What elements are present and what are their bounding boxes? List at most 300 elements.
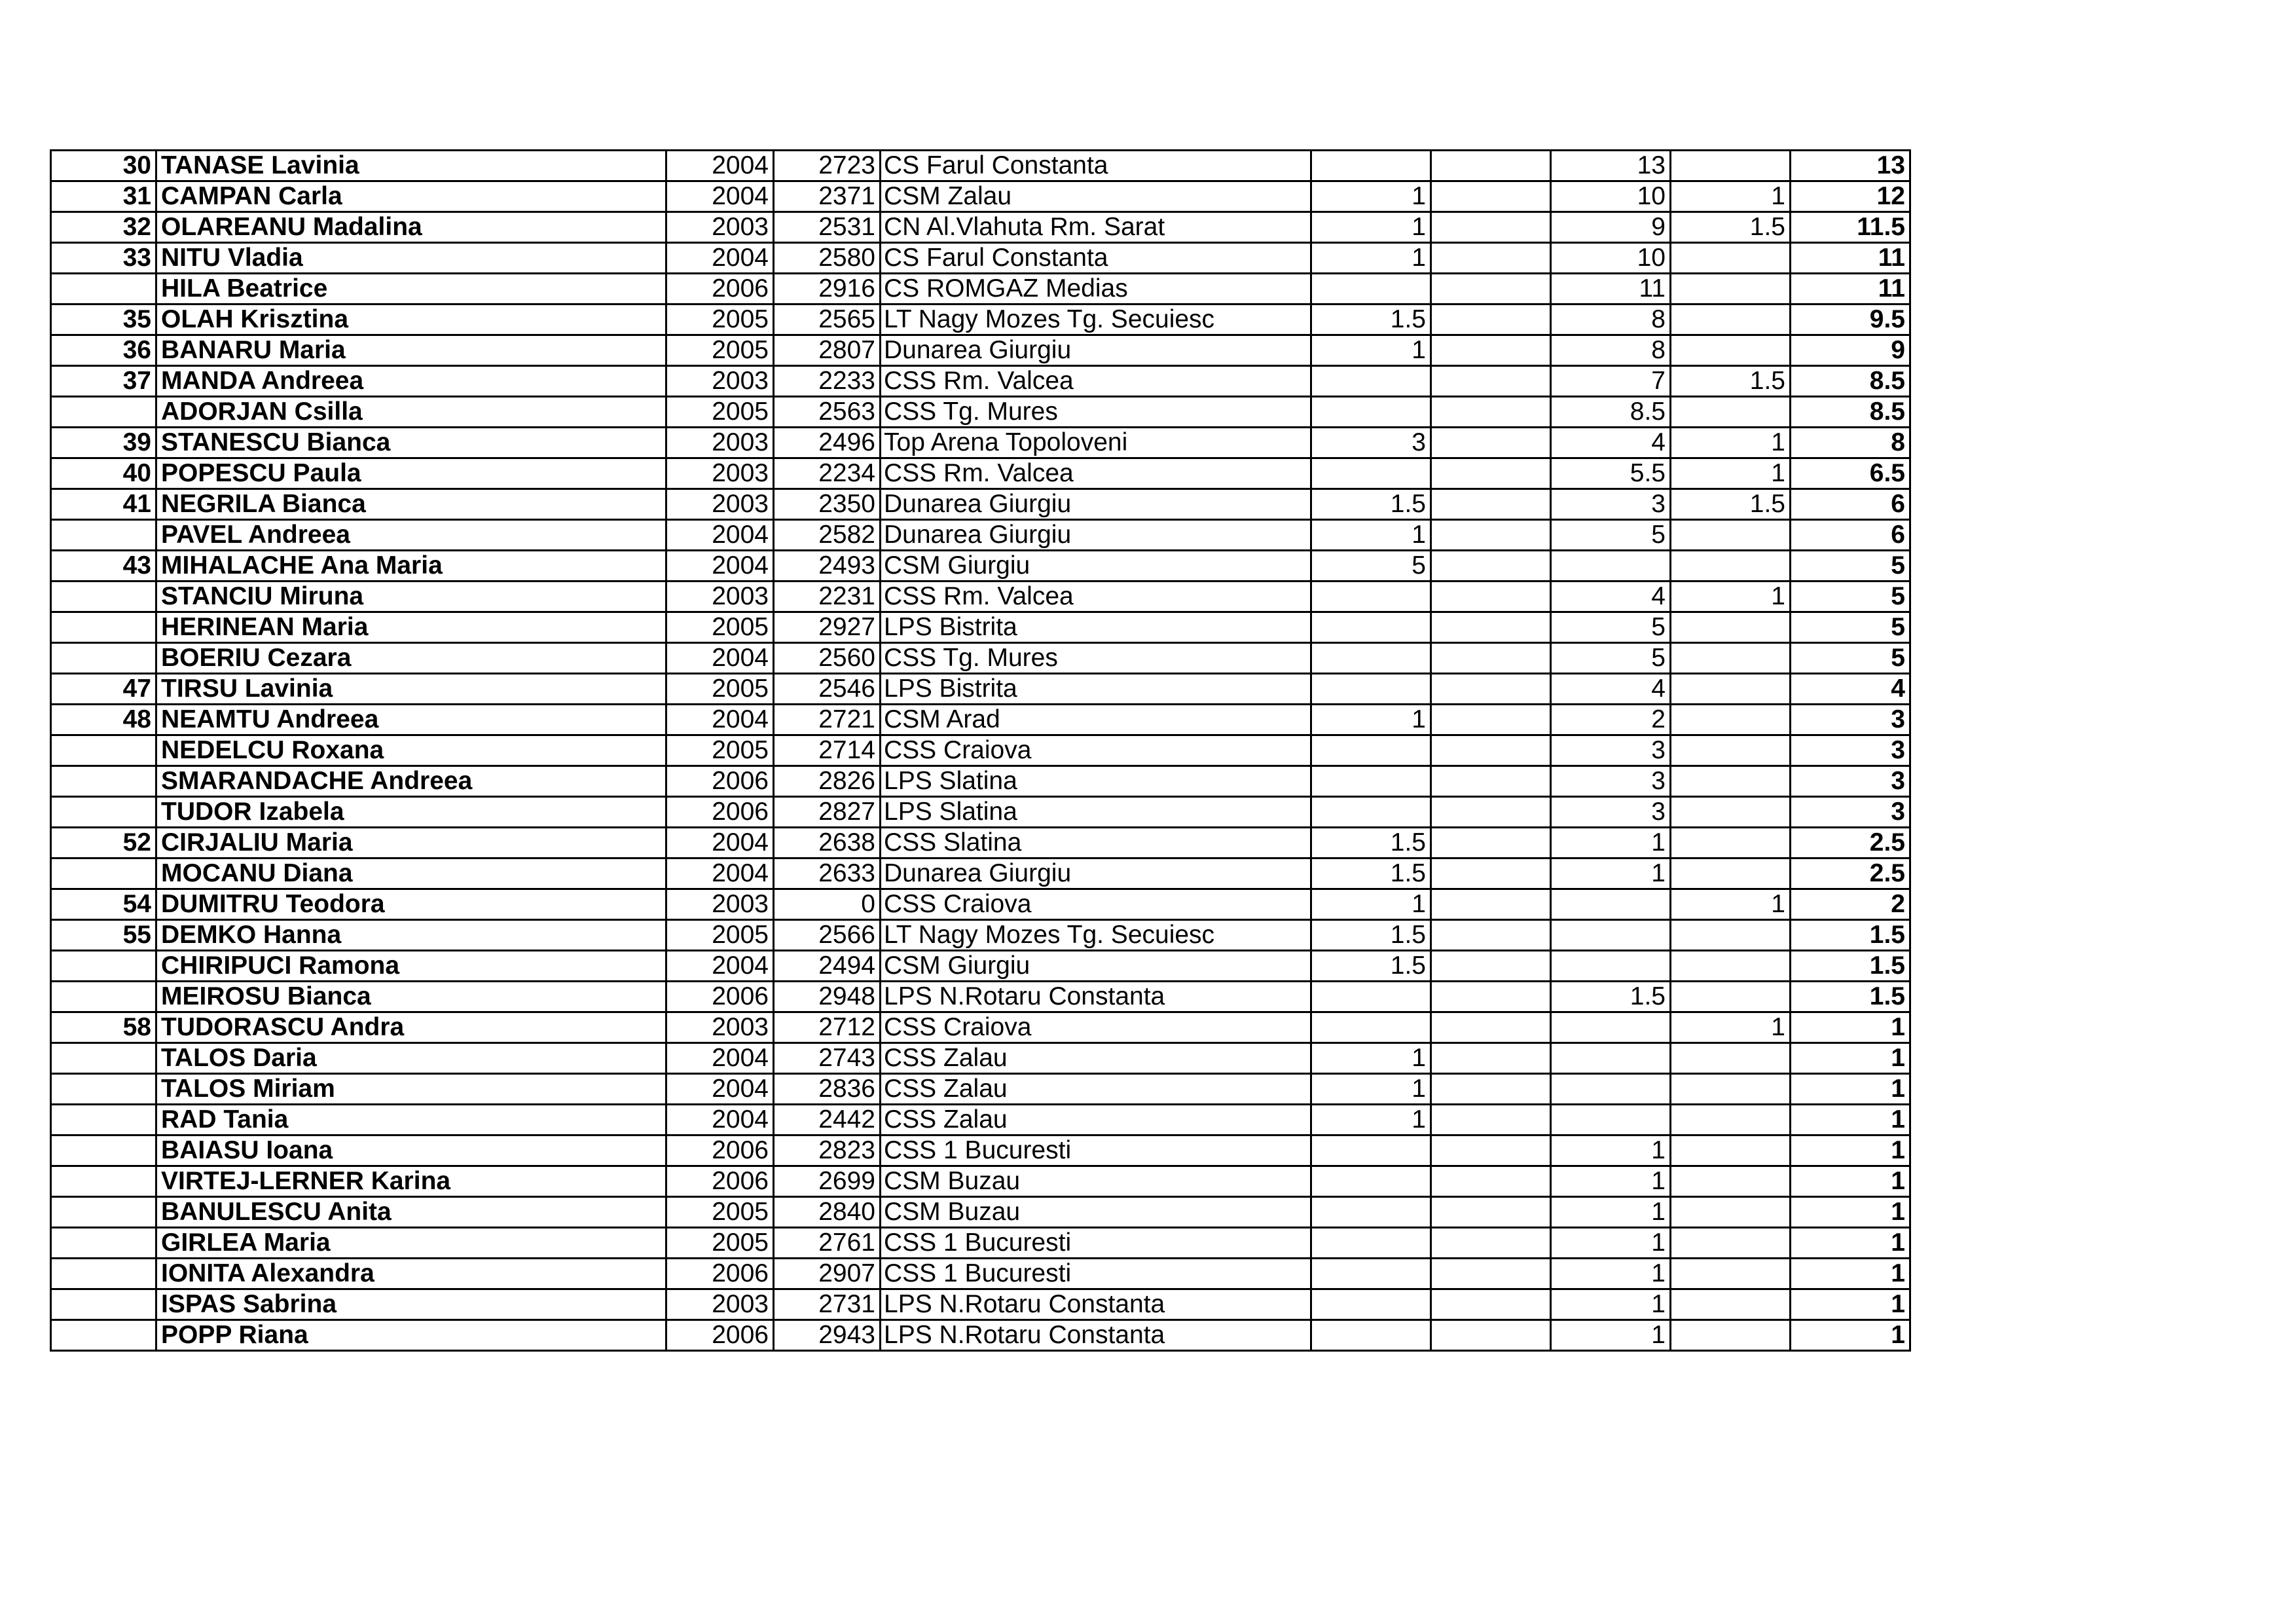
table-row [51,1012,1910,1043]
birth-year-cell: 2004 [666,951,774,982]
rank-cell [51,1166,156,1197]
points-4-cell: 1 [1671,458,1791,489]
license-cell: 2916 [774,274,881,304]
points-4-cell [1671,1166,1791,1197]
points-4-cell [1671,551,1791,581]
points-3-cell: 4 [1551,674,1671,705]
points-2-cell [1431,335,1551,366]
points-2-cell [1431,304,1551,335]
points-1-cell [1311,581,1431,612]
club-cell: CSS 1 Bucuresti [881,1259,1311,1289]
points-1-cell [1311,366,1431,397]
license-cell: 2827 [774,797,881,828]
points-2-cell [1431,705,1551,735]
points-3-cell: 3 [1551,489,1671,520]
table-row [51,1074,1910,1105]
table-row [51,797,1910,828]
points-2-cell [1431,212,1551,243]
rank-cell [51,1043,156,1074]
athlete-name-cell: ADORJAN Csilla [156,397,666,428]
club-cell: CSS Tg. Mures [881,397,1311,428]
points-2-cell [1431,828,1551,858]
points-1-cell: 1.5 [1311,828,1431,858]
points-4-cell: 1 [1671,181,1791,212]
points-1-cell [1311,735,1431,766]
total-cell: 1.5 [1791,920,1910,951]
rank-cell [51,1289,156,1320]
points-4-cell [1671,766,1791,797]
club-cell: CSM Buzau [881,1197,1311,1228]
points-2-cell [1431,243,1551,274]
total-cell: 8 [1791,428,1910,458]
athlete-name-cell: TUDORASCU Andra [156,1012,666,1043]
points-2-cell [1431,151,1551,181]
club-cell: CSS Craiova [881,735,1311,766]
birth-year-cell: 2005 [666,735,774,766]
points-2-cell [1431,951,1551,982]
athlete-name-cell: HILA Beatrice [156,274,666,304]
points-3-cell [1551,1074,1671,1105]
birth-year-cell: 2004 [666,551,774,581]
points-4-cell [1671,705,1791,735]
athlete-name-cell: TANASE Lavinia [156,151,666,181]
table-row [51,828,1910,858]
points-1-cell: 1 [1311,1043,1431,1074]
points-3-cell: 1.5 [1551,982,1671,1012]
points-2-cell [1431,735,1551,766]
points-2-cell [1431,797,1551,828]
club-cell: CSM Giurgiu [881,551,1311,581]
points-2-cell [1431,1320,1551,1351]
birth-year-cell: 2003 [666,212,774,243]
table-row [51,1289,1910,1320]
points-4-cell [1671,274,1791,304]
rank-cell [51,1228,156,1259]
points-4-cell [1671,797,1791,828]
rank-cell [51,643,156,674]
club-cell: CSS Rm. Valcea [881,581,1311,612]
club-cell: CSS Slatina [881,828,1311,858]
points-3-cell: 1 [1551,828,1671,858]
rank-cell: 41 [51,489,156,520]
points-1-cell [1311,643,1431,674]
points-4-cell [1671,1228,1791,1259]
club-cell: LPS N.Rotaru Constanta [881,1320,1311,1351]
table-row [51,397,1910,428]
athlete-name-cell: CIRJALIU Maria [156,828,666,858]
points-4-cell [1671,151,1791,181]
points-3-cell: 5 [1551,520,1671,551]
license-cell: 2494 [774,951,881,982]
points-3-cell: 8 [1551,335,1671,366]
athlete-name-cell: OLAREANU Madalina [156,212,666,243]
total-cell: 8.5 [1791,397,1910,428]
points-2-cell [1431,612,1551,643]
athlete-name-cell: VIRTEJ-LERNER Karina [156,1166,666,1197]
rank-cell [51,1074,156,1105]
total-cell: 8.5 [1791,366,1910,397]
club-cell: CSS Craiova [881,889,1311,920]
license-cell: 2638 [774,828,881,858]
points-3-cell [1551,951,1671,982]
points-3-cell: 7 [1551,366,1671,397]
club-cell: CSS 1 Bucuresti [881,1135,1311,1166]
club-cell: CSM Buzau [881,1166,1311,1197]
license-cell: 2723 [774,151,881,181]
athlete-name-cell: STANESCU Bianca [156,428,666,458]
points-2-cell [1431,1197,1551,1228]
total-cell: 2.5 [1791,828,1910,858]
points-2-cell [1431,643,1551,674]
license-cell: 2231 [774,581,881,612]
points-4-cell [1671,735,1791,766]
club-cell: CS ROMGAZ Medias [881,274,1311,304]
table-row [51,1135,1910,1166]
athlete-name-cell: TALOS Daria [156,1043,666,1074]
rank-cell [51,1320,156,1351]
athlete-name-cell: PAVEL Andreea [156,520,666,551]
total-cell: 3 [1791,766,1910,797]
points-3-cell [1551,1105,1671,1135]
license-cell: 2563 [774,397,881,428]
athlete-name-cell: BANARU Maria [156,335,666,366]
points-1-cell [1311,1320,1431,1351]
table-row [51,458,1910,489]
points-2-cell [1431,581,1551,612]
rank-cell: 32 [51,212,156,243]
points-3-cell: 1 [1551,1166,1671,1197]
rank-cell [51,858,156,889]
points-4-cell: 1 [1671,1012,1791,1043]
license-cell: 2714 [774,735,881,766]
rank-cell: 33 [51,243,156,274]
points-2-cell [1431,1228,1551,1259]
points-4-cell [1671,643,1791,674]
club-cell: Top Arena Topoloveni [881,428,1311,458]
points-3-cell: 11 [1551,274,1671,304]
athlete-name-cell: POPESCU Paula [156,458,666,489]
athlete-name-cell: BOERIU Cezara [156,643,666,674]
license-cell: 2566 [774,920,881,951]
points-1-cell: 1 [1311,705,1431,735]
points-3-cell: 13 [1551,151,1671,181]
rank-cell [51,1197,156,1228]
points-4-cell [1671,1197,1791,1228]
points-2-cell [1431,889,1551,920]
license-cell: 2836 [774,1074,881,1105]
birth-year-cell: 2006 [666,1259,774,1289]
birth-year-cell: 2003 [666,458,774,489]
points-2-cell [1431,181,1551,212]
points-1-cell [1311,797,1431,828]
total-cell: 4 [1791,674,1910,705]
license-cell: 2699 [774,1166,881,1197]
points-3-cell: 1 [1551,1228,1671,1259]
rank-cell: 37 [51,366,156,397]
points-4-cell: 1.5 [1671,366,1791,397]
rank-cell: 43 [51,551,156,581]
total-cell: 1 [1791,1228,1910,1259]
points-2-cell [1431,1105,1551,1135]
points-1-cell: 1.5 [1311,858,1431,889]
points-1-cell [1311,1012,1431,1043]
rank-cell [51,982,156,1012]
total-cell: 1 [1791,1320,1910,1351]
club-cell: CSS Craiova [881,1012,1311,1043]
points-1-cell [1311,1289,1431,1320]
points-2-cell [1431,858,1551,889]
total-cell: 3 [1791,735,1910,766]
athlete-name-cell: TIRSU Lavinia [156,674,666,705]
points-2-cell [1431,1135,1551,1166]
points-4-cell [1671,951,1791,982]
birth-year-cell: 2004 [666,705,774,735]
license-cell: 2743 [774,1043,881,1074]
birth-year-cell: 2006 [666,797,774,828]
points-3-cell: 3 [1551,766,1671,797]
table-row [51,581,1910,612]
points-4-cell [1671,397,1791,428]
points-2-cell [1431,489,1551,520]
points-2-cell [1431,674,1551,705]
points-2-cell [1431,766,1551,797]
total-cell: 2.5 [1791,858,1910,889]
athlete-name-cell: NEAMTU Andreea [156,705,666,735]
club-cell: CSS 1 Bucuresti [881,1228,1311,1259]
rank-cell [51,274,156,304]
total-cell: 1.5 [1791,951,1910,982]
club-cell: CSS Zalau [881,1105,1311,1135]
points-4-cell: 1 [1671,581,1791,612]
license-cell: 2350 [774,489,881,520]
table-row [51,1197,1910,1228]
points-3-cell [1551,1043,1671,1074]
athlete-name-cell: BANULESCU Anita [156,1197,666,1228]
club-cell: LPS Bistrita [881,674,1311,705]
points-1-cell [1311,1166,1431,1197]
license-cell: 2823 [774,1135,881,1166]
birth-year-cell: 2006 [666,274,774,304]
athlete-name-cell: MIHALACHE Ana Maria [156,551,666,581]
points-1-cell [1311,458,1431,489]
points-1-cell [1311,766,1431,797]
points-4-cell [1671,520,1791,551]
points-4-cell [1671,1289,1791,1320]
club-cell: LPS Bistrita [881,612,1311,643]
license-cell: 2233 [774,366,881,397]
club-cell: Dunarea Giurgiu [881,335,1311,366]
rank-cell [51,797,156,828]
total-cell: 1 [1791,1135,1910,1166]
total-cell: 1 [1791,1074,1910,1105]
table-row [51,612,1910,643]
rank-cell: 31 [51,181,156,212]
points-1-cell [1311,1197,1431,1228]
total-cell: 1.5 [1791,982,1910,1012]
points-2-cell [1431,1043,1551,1074]
points-4-cell [1671,1320,1791,1351]
athlete-name-cell: MOCANU Diana [156,858,666,889]
points-2-cell [1431,920,1551,951]
club-cell: CS Farul Constanta [881,151,1311,181]
points-1-cell: 1 [1311,181,1431,212]
points-2-cell [1431,982,1551,1012]
points-1-cell: 1.5 [1311,489,1431,520]
points-1-cell: 1 [1311,520,1431,551]
birth-year-cell: 2006 [666,1320,774,1351]
points-2-cell [1431,274,1551,304]
birth-year-cell: 2003 [666,428,774,458]
ranking-body [51,151,1910,1351]
points-4-cell: 1 [1671,428,1791,458]
birth-year-cell: 2005 [666,674,774,705]
table-row [51,1105,1910,1135]
total-cell: 1 [1791,1289,1910,1320]
table-row [51,274,1910,304]
points-1-cell: 1.5 [1311,951,1431,982]
birth-year-cell: 2005 [666,1228,774,1259]
club-cell: LPS Slatina [881,797,1311,828]
athlete-name-cell: BAIASU Ioana [156,1135,666,1166]
rank-cell [51,612,156,643]
license-cell: 2580 [774,243,881,274]
table-row [51,1259,1910,1289]
total-cell: 5 [1791,551,1910,581]
total-cell: 1 [1791,1166,1910,1197]
club-cell: Dunarea Giurgiu [881,858,1311,889]
points-2-cell [1431,1012,1551,1043]
license-cell: 2712 [774,1012,881,1043]
total-cell: 11.5 [1791,212,1910,243]
total-cell: 11 [1791,243,1910,274]
points-1-cell: 1 [1311,243,1431,274]
rank-cell: 52 [51,828,156,858]
license-cell: 2761 [774,1228,881,1259]
athlete-name-cell: DEMKO Hanna [156,920,666,951]
rank-cell: 58 [51,1012,156,1043]
athlete-name-cell: GIRLEA Maria [156,1228,666,1259]
table-row [51,243,1910,274]
birth-year-cell: 2004 [666,858,774,889]
total-cell: 5 [1791,643,1910,674]
birth-year-cell: 2003 [666,581,774,612]
total-cell: 12 [1791,181,1910,212]
points-1-cell [1311,674,1431,705]
table-row [51,489,1910,520]
athlete-name-cell: NEDELCU Roxana [156,735,666,766]
points-4-cell: 1 [1671,889,1791,920]
license-cell: 2840 [774,1197,881,1228]
points-1-cell [1311,151,1431,181]
table-row [51,428,1910,458]
athlete-name-cell: TUDOR Izabela [156,797,666,828]
table-row [51,335,1910,366]
table-row [51,674,1910,705]
table-row [51,181,1910,212]
table-row [51,889,1910,920]
birth-year-cell: 2003 [666,1012,774,1043]
points-3-cell: 5 [1551,643,1671,674]
rank-cell: 30 [51,151,156,181]
license-cell: 0 [774,889,881,920]
athlete-name-cell: HERINEAN Maria [156,612,666,643]
points-4-cell [1671,1259,1791,1289]
rank-cell: 47 [51,674,156,705]
table-row [51,643,1910,674]
total-cell: 3 [1791,705,1910,735]
birth-year-cell: 2004 [666,643,774,674]
club-cell: CSS Rm. Valcea [881,366,1311,397]
points-2-cell [1431,1074,1551,1105]
license-cell: 2907 [774,1259,881,1289]
birth-year-cell: 2006 [666,1135,774,1166]
points-1-cell: 1.5 [1311,920,1431,951]
birth-year-cell: 2004 [666,828,774,858]
athlete-name-cell: STANCIU Miruna [156,581,666,612]
points-2-cell [1431,458,1551,489]
license-cell: 2807 [774,335,881,366]
points-3-cell: 1 [1551,1259,1671,1289]
points-4-cell [1671,1074,1791,1105]
rank-cell: 35 [51,304,156,335]
points-3-cell [1551,920,1671,951]
table-row [51,920,1910,951]
rank-cell: 40 [51,458,156,489]
license-cell: 2531 [774,212,881,243]
birth-year-cell: 2004 [666,181,774,212]
rank-cell [51,735,156,766]
athlete-name-cell: NEGRILA Bianca [156,489,666,520]
table-row [51,520,1910,551]
points-1-cell: 1.5 [1311,304,1431,335]
birth-year-cell: 2005 [666,335,774,366]
birth-year-cell: 2004 [666,520,774,551]
rank-cell [51,1105,156,1135]
athlete-name-cell: ISPAS Sabrina [156,1289,666,1320]
birth-year-cell: 2003 [666,1289,774,1320]
points-3-cell: 8.5 [1551,397,1671,428]
total-cell: 9 [1791,335,1910,366]
birth-year-cell: 2004 [666,151,774,181]
points-1-cell [1311,274,1431,304]
license-cell: 2560 [774,643,881,674]
license-cell: 2826 [774,766,881,797]
birth-year-cell: 2004 [666,1074,774,1105]
athlete-name-cell: RAD Tania [156,1105,666,1135]
birth-year-cell: 2004 [666,1105,774,1135]
club-cell: LT Nagy Mozes Tg. Secuiesc [881,304,1311,335]
points-4-cell: 1.5 [1671,489,1791,520]
points-1-cell: 1 [1311,889,1431,920]
club-cell: Dunarea Giurgiu [881,520,1311,551]
license-cell: 2927 [774,612,881,643]
club-cell: CN Al.Vlahuta Rm. Sarat [881,212,1311,243]
points-4-cell [1671,335,1791,366]
points-1-cell: 1 [1311,212,1431,243]
athlete-name-cell: CAMPAN Carla [156,181,666,212]
license-cell: 2442 [774,1105,881,1135]
points-1-cell [1311,1228,1431,1259]
athlete-name-cell: OLAH Krisztina [156,304,666,335]
points-3-cell: 10 [1551,243,1671,274]
athlete-name-cell: SMARANDACHE Andreea [156,766,666,797]
points-2-cell [1431,520,1551,551]
total-cell: 5 [1791,612,1910,643]
rank-cell [51,766,156,797]
total-cell: 3 [1791,797,1910,828]
points-3-cell: 8 [1551,304,1671,335]
birth-year-cell: 2005 [666,397,774,428]
